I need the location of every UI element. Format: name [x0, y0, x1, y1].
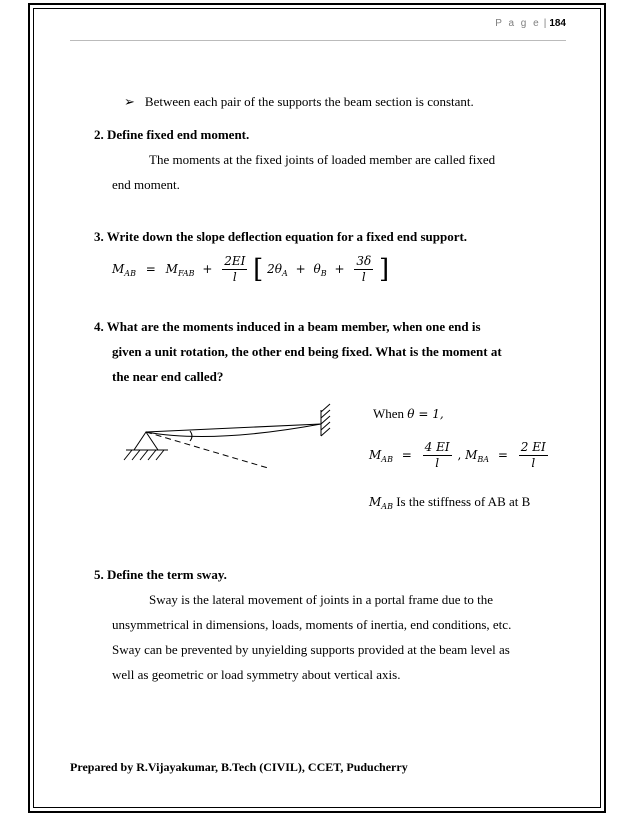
q2-line1: The moments at the fixed joints of loaded member are called fixed [149, 152, 496, 167]
q4-line3: the near end called? [112, 369, 224, 384]
q2-line2: end moment. [112, 177, 180, 192]
q2-title: 2. Define fixed end moment. [94, 127, 250, 142]
q4-line2: given a unit rotation, the other end being fixed. What is the moment at [112, 344, 502, 359]
beam-rotation-diagram [112, 398, 342, 478]
page-footer: Prepared by R.Vijayakumar, B.Tech (CIVIL), CCET, Puducherry [70, 760, 408, 774]
q3-title: 3. Write down the slope deflection equation for a fixed end support. [94, 229, 468, 244]
page-number-header [495, 18, 566, 29]
pin-support [134, 432, 158, 450]
header-rule [70, 40, 566, 41]
q5-line2: unsymmetrical in dimensions, loads, moments of inertia, end conditions, etc. [112, 617, 512, 632]
bullet-text: Between each pair of the supports the beam section is constant. [144, 94, 474, 109]
stiffness-note: $M_{AB}$ Is the stiffness of AB at B [369, 494, 531, 511]
arrow-bullet-icon: ➢ [124, 94, 135, 109]
bullet-item [124, 94, 474, 110]
page-number: 184 [549, 18, 566, 29]
q5-line1: Sway is the lateral movement of joints in a portal frame due to the [149, 592, 494, 607]
slope-deflection-equation: $M_{AB} = M_{FAB}$ + $\frac{2EI}{l}$ [ $2\theta_A + \theta_B$ + $\frac{3\delta}{l}$ ] [112, 254, 390, 285]
q5-title: 5. Define the term sway. [94, 567, 227, 582]
page-separator: | [543, 18, 547, 29]
when-theta: When θ = 1, [373, 406, 444, 421]
page-label: P a g e [495, 18, 541, 29]
q5-line4: well as geometric or load symmetry about vertical axis. [112, 667, 401, 682]
q4-line1: 4. What are the moments induced in a beam member, when one end is [94, 319, 481, 334]
q5-line3: Sway can be prevented by unyielding supports provided at the beam level as [112, 642, 510, 657]
stiffness-equation: $M_{AB}$ = $\frac{4 EI}{l}$ , $M_{BA}$ = $\frac{2 EI}{l}$ [369, 440, 546, 470]
deflected-shape [146, 424, 321, 437]
